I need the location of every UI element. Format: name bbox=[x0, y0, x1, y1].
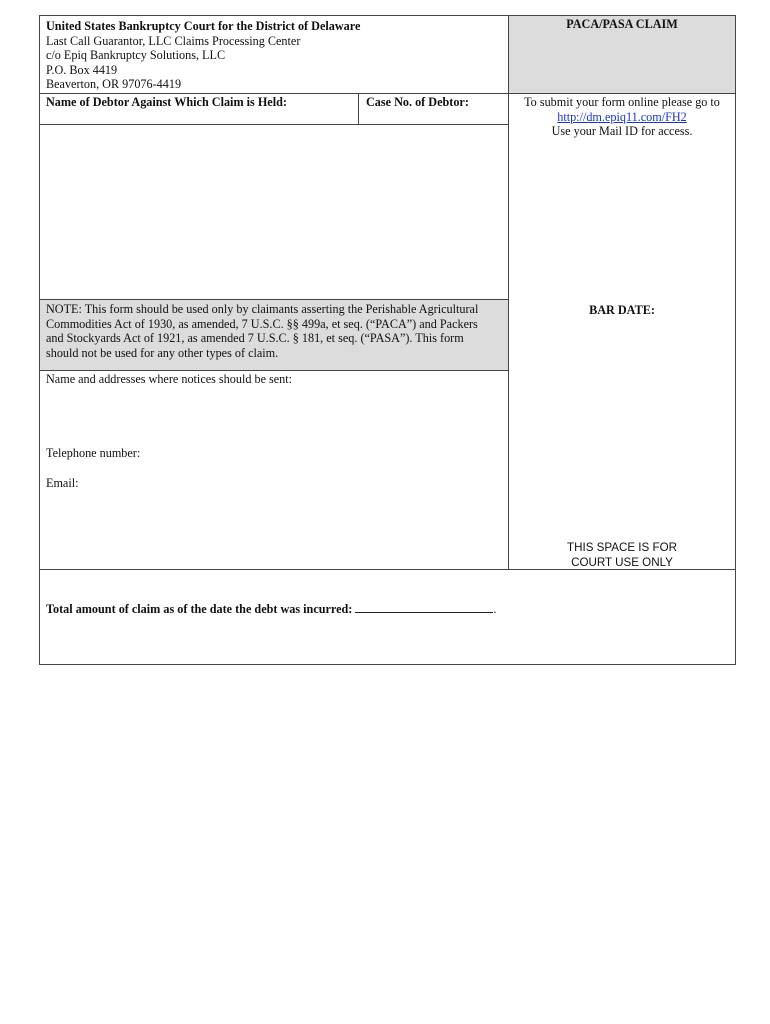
note-line-2: Commodities Act of 1930, as amended, 7 U.S.C. §§ 499a, et seq. (“PACA”) and Packers bbox=[46, 316, 478, 331]
case-number-label: Case No. of Debtor: bbox=[366, 95, 469, 109]
address-line-3: P.O. Box 4419 bbox=[46, 62, 118, 77]
mail-id-line: Use your Mail ID for access. bbox=[551, 124, 693, 139]
online-submission-line: To submit your form online please go to bbox=[524, 95, 720, 109]
total-claim-amount-field[interactable] bbox=[355, 601, 493, 613]
debtor-name-label: Name of Debtor Against Which Claim is Held: bbox=[46, 95, 287, 109]
address-line-1: Last Call Guarantor, LLC Claims Processing Center bbox=[46, 33, 301, 48]
note-line-4: should not be used for any other types of claim. bbox=[46, 345, 279, 360]
submission-link[interactable]: http://dm.epiq11.com/FH2 bbox=[557, 109, 687, 124]
bar-date-label: BAR DATE: bbox=[589, 303, 655, 317]
claim-title: PACA/PASA CLAIM bbox=[566, 17, 678, 31]
title-cell-bottom-line bbox=[508, 93, 736, 94]
court-use-line-1: THIS SPACE IS FOR bbox=[567, 541, 677, 554]
note-bottom-line bbox=[39, 370, 508, 371]
court-use-only-note bbox=[509, 541, 735, 570]
note-text bbox=[46, 302, 478, 360]
note-top-line bbox=[39, 299, 508, 300]
total-claim-trailing: . bbox=[493, 602, 497, 616]
email-label: Email: bbox=[46, 476, 79, 490]
court-header bbox=[46, 19, 360, 92]
note-line-1: NOTE: This form should be used only by claimants asserting the Perishable Agricultural bbox=[46, 302, 479, 316]
header-bottom-line bbox=[39, 93, 508, 94]
notice-address-label: Name and addresses where notices should be sent: bbox=[46, 372, 293, 386]
telephone-label: Telephone number: bbox=[46, 446, 141, 460]
note-line-3: and Stockyards Act of 1921, as amended 7 U.S.C. § 181, et seq. (“PASA”). This form bbox=[46, 331, 464, 346]
address-line-4: Beaverton, OR 97076-4419 bbox=[46, 77, 182, 92]
debtor-row-divider bbox=[358, 93, 359, 124]
debtor-entry-area[interactable] bbox=[40, 125, 508, 299]
total-claim-row bbox=[46, 601, 496, 617]
address-line-2: c/o Epiq Bankruptcy Solutions, LLC bbox=[46, 48, 226, 63]
court-use-line-2: COURT USE ONLY bbox=[571, 555, 673, 569]
notice-address-field[interactable] bbox=[40, 388, 508, 444]
total-claim-label: Total amount of claim as of the date the debt was incurred: bbox=[46, 602, 353, 616]
court-name: United States Bankruptcy Court for the District of Delaware bbox=[46, 19, 361, 33]
online-submission-block bbox=[509, 95, 735, 139]
